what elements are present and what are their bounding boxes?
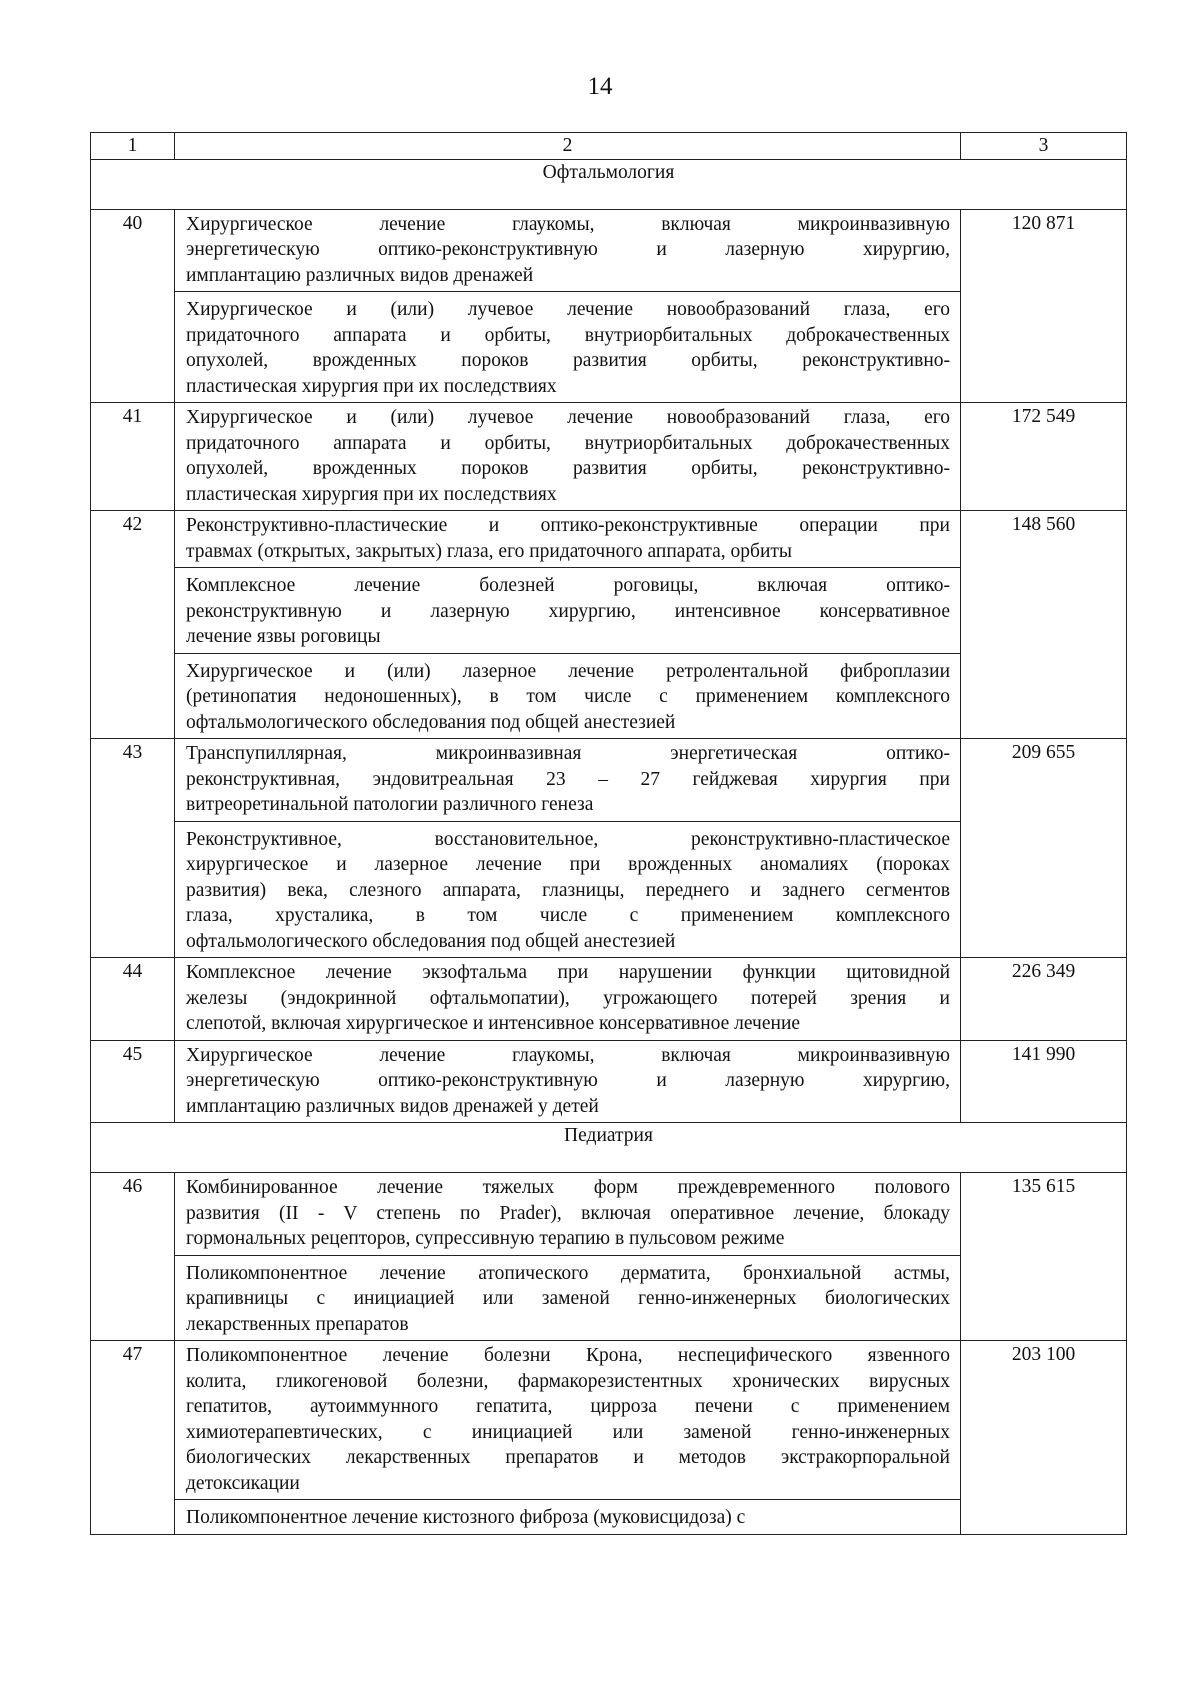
table-row xyxy=(91,511,1127,739)
treatment-text-line: развития (II - V степень по Prader), включая оперативное лечение, блокаду xyxy=(186,1202,950,1224)
treatment-text-line: Транспупиллярная, микроинвазивная энергетическая оптико- xyxy=(186,743,950,764)
treatment-text-line: энергетическую оптико-реконструктивную и лазерную хирургию, xyxy=(186,1070,950,1091)
treatment-text-line: имплантацию различных видов дренажей у детей xyxy=(186,1095,599,1117)
section-title: Педиатрия xyxy=(91,1123,1127,1173)
treatment-description-cell xyxy=(175,1173,961,1341)
treatment-text-line: развития) века, слезного аппарата, глазницы, переднего и заднего сегментов xyxy=(186,879,950,901)
treatment-text-line: (ретинопатия недоношенных), в том числе с применением комплексного xyxy=(186,686,950,707)
treatment-entry xyxy=(175,958,960,1040)
section-title: Офтальмология xyxy=(91,159,1127,209)
cost-value: 209 655 xyxy=(961,739,1127,958)
section-row xyxy=(91,1123,1127,1173)
treatment-description-cell xyxy=(175,511,961,739)
treatment-text-line: витреоретинальной патологии различного генеза xyxy=(186,794,594,815)
treatment-entry xyxy=(175,1341,960,1499)
treatment-description-cell xyxy=(175,1040,961,1123)
treatment-text-line: Хирургическое и (или) лучевое лечение новообразований глаза, его xyxy=(186,407,950,428)
row-number: 44 xyxy=(91,958,175,1041)
cost-value: 172 549 xyxy=(961,403,1127,511)
treatment-text-line: офтальмологического обследования под общей анестезией xyxy=(186,930,676,952)
treatment-text-line: крапивницы с инициацией или заменой генно-инженерных биологических xyxy=(186,1288,950,1309)
column-number-3: 3 xyxy=(961,133,1127,160)
treatment-text-line: энергетическую оптико-реконструктивную и лазерную хирургию, xyxy=(186,239,950,260)
cost-value: 203 100 xyxy=(961,1341,1127,1535)
treatment-text-line: Комплексное лечение экзофтальма при нарушении функции щитовидной xyxy=(186,962,950,983)
treatment-text-line: Поликомпонентное лечение кистозного фиброза (муковисцидоза) с xyxy=(186,1507,746,1528)
treatment-text-line: Поликомпонентное лечение болезни Крона, неспецифического язвенного xyxy=(186,1345,950,1366)
treatment-entry xyxy=(175,1173,960,1255)
treatment-text-line: хирургическое и лазерное лечение при врожденных аномалиях (пороках xyxy=(186,854,950,875)
treatment-entry xyxy=(175,567,960,653)
treatment-text-line: реконструктивную и лазерную хирургию, интенсивное консервативное xyxy=(186,600,950,622)
treatment-text-line: лечение язвы роговицы xyxy=(186,626,381,647)
treatment-text-line: пластическая хирургия при их последствиях xyxy=(186,375,557,397)
treatment-text-line: Хирургическое и (или) лазерное лечение ретролентальной фиброплазии xyxy=(186,660,950,682)
treatment-entry xyxy=(175,1499,960,1534)
treatment-text-line: пластическая хирургия при их последствиях xyxy=(186,483,557,505)
treatment-entry xyxy=(175,291,960,402)
section-row xyxy=(91,159,1127,209)
treatment-text-line: глаза, хрусталика, в том числе с применением комплексного xyxy=(186,905,950,926)
treatment-text-line: реконструктивная, эндовитреальная 23 – 27 гейджевая хирургия при xyxy=(186,768,950,790)
treatment-entry xyxy=(175,739,960,821)
cost-value: 148 560 xyxy=(961,511,1127,739)
treatment-description-cell xyxy=(175,739,961,958)
treatment-text-line: опухолей, врожденных пороков развития орбиты, реконструктивно- xyxy=(186,458,950,479)
treatment-text-line: колита, гликогеновой болезни, фармакорезистентных хронических вирусных xyxy=(186,1370,950,1392)
treatment-text-line: опухолей, врожденных пороков развития орбиты, реконструктивно- xyxy=(186,350,950,371)
treatment-text-line: офтальмологического обследования под общей анестезией xyxy=(186,711,676,733)
row-number: 41 xyxy=(91,403,175,511)
table-row xyxy=(91,1341,1127,1535)
treatment-description-cell xyxy=(175,403,961,511)
row-number: 46 xyxy=(91,1173,175,1341)
page-number: 14 xyxy=(587,73,613,100)
treatment-text-line: травмах (открытых, закрытых) глаза, его придаточного аппарата, орбиты xyxy=(186,540,793,562)
row-number: 47 xyxy=(91,1341,175,1535)
treatment-entry xyxy=(175,403,960,510)
treatment-text-line: Комплексное лечение болезней роговицы, включая оптико- xyxy=(186,575,950,596)
table-body xyxy=(91,133,1127,1535)
treatment-entry xyxy=(175,653,960,739)
row-number: 40 xyxy=(91,209,175,403)
treatment-text-line: имплантацию различных видов дренажей xyxy=(186,264,534,286)
column-number-1: 1 xyxy=(91,133,175,160)
treatment-text-line: Хирургическое лечение глаукомы, включая микроинвазивную xyxy=(186,213,950,235)
services-table xyxy=(90,132,1127,1535)
cost-value: 135 615 xyxy=(961,1173,1127,1341)
treatment-description-cell xyxy=(175,958,961,1041)
treatment-text-line: гормональных рецепторов, супрессивную терапию в пульсовом режиме xyxy=(186,1228,785,1249)
treatment-text-line: Хирургическое лечение глаукомы, включая микроинвазивную xyxy=(186,1044,950,1066)
treatment-entry xyxy=(175,1041,960,1123)
treatment-text-line: Хирургическое и (или) лучевое лечение новообразований глаза, его xyxy=(186,299,950,320)
treatment-text-line: биологических лекарственных препаратов и методов экстракорпоральной xyxy=(186,1447,950,1468)
table-row xyxy=(91,958,1127,1041)
row-number: 43 xyxy=(91,739,175,958)
treatment-text-line: детоксикации xyxy=(186,1472,300,1494)
treatment-description-cell xyxy=(175,1341,961,1535)
treatment-entry xyxy=(175,511,960,567)
treatment-text-line: Реконструктивное, восстановительное, реконструктивно-пластическое xyxy=(186,828,950,850)
table-row xyxy=(91,1040,1127,1123)
treatment-text-line: Поликомпонентное лечение атопического дерматита, бронхиальной астмы, xyxy=(186,1262,950,1284)
column-number-2: 2 xyxy=(175,133,961,160)
cost-value: 226 349 xyxy=(961,958,1127,1041)
treatment-text-line: слепотой, включая хирургическое и интенсивное консервативное лечение xyxy=(186,1013,801,1034)
treatment-text-line: придаточного аппарата и орбиты, внутриорбитальных доброкачественных xyxy=(186,432,950,454)
table-row xyxy=(91,403,1127,511)
treatment-text-line: Реконструктивно-пластические и оптико-реконструктивные операции при xyxy=(186,515,950,536)
table-row xyxy=(91,1173,1127,1341)
treatment-description-cell xyxy=(175,209,961,403)
cost-value: 141 990 xyxy=(961,1040,1127,1123)
treatment-text-line: Комбинированное лечение тяжелых форм преждевременного полового xyxy=(186,1177,950,1198)
treatment-entry xyxy=(175,210,960,292)
column-number-row xyxy=(91,133,1127,160)
row-number: 45 xyxy=(91,1040,175,1123)
table-row xyxy=(91,739,1127,958)
treatment-text-line: гепатитов, аутоиммунного гепатита, цирроза печени с применением xyxy=(186,1396,950,1417)
treatment-text-line: придаточного аппарата и орбиты, внутриорбитальных доброкачественных xyxy=(186,324,950,346)
treatment-entry xyxy=(175,821,960,958)
treatment-text-line: железы (эндокринной офтальмопатии), угрожающего потерей зрения и xyxy=(186,987,950,1009)
treatment-text-line: химиотерапевтических, с инициацией или заменой генно-инженерных xyxy=(186,1421,950,1443)
treatment-entry xyxy=(175,1255,960,1341)
cost-value: 120 871 xyxy=(961,209,1127,403)
treatment-text-line: лекарственных препаратов xyxy=(186,1313,409,1335)
row-number: 42 xyxy=(91,511,175,739)
table-row xyxy=(91,209,1127,403)
